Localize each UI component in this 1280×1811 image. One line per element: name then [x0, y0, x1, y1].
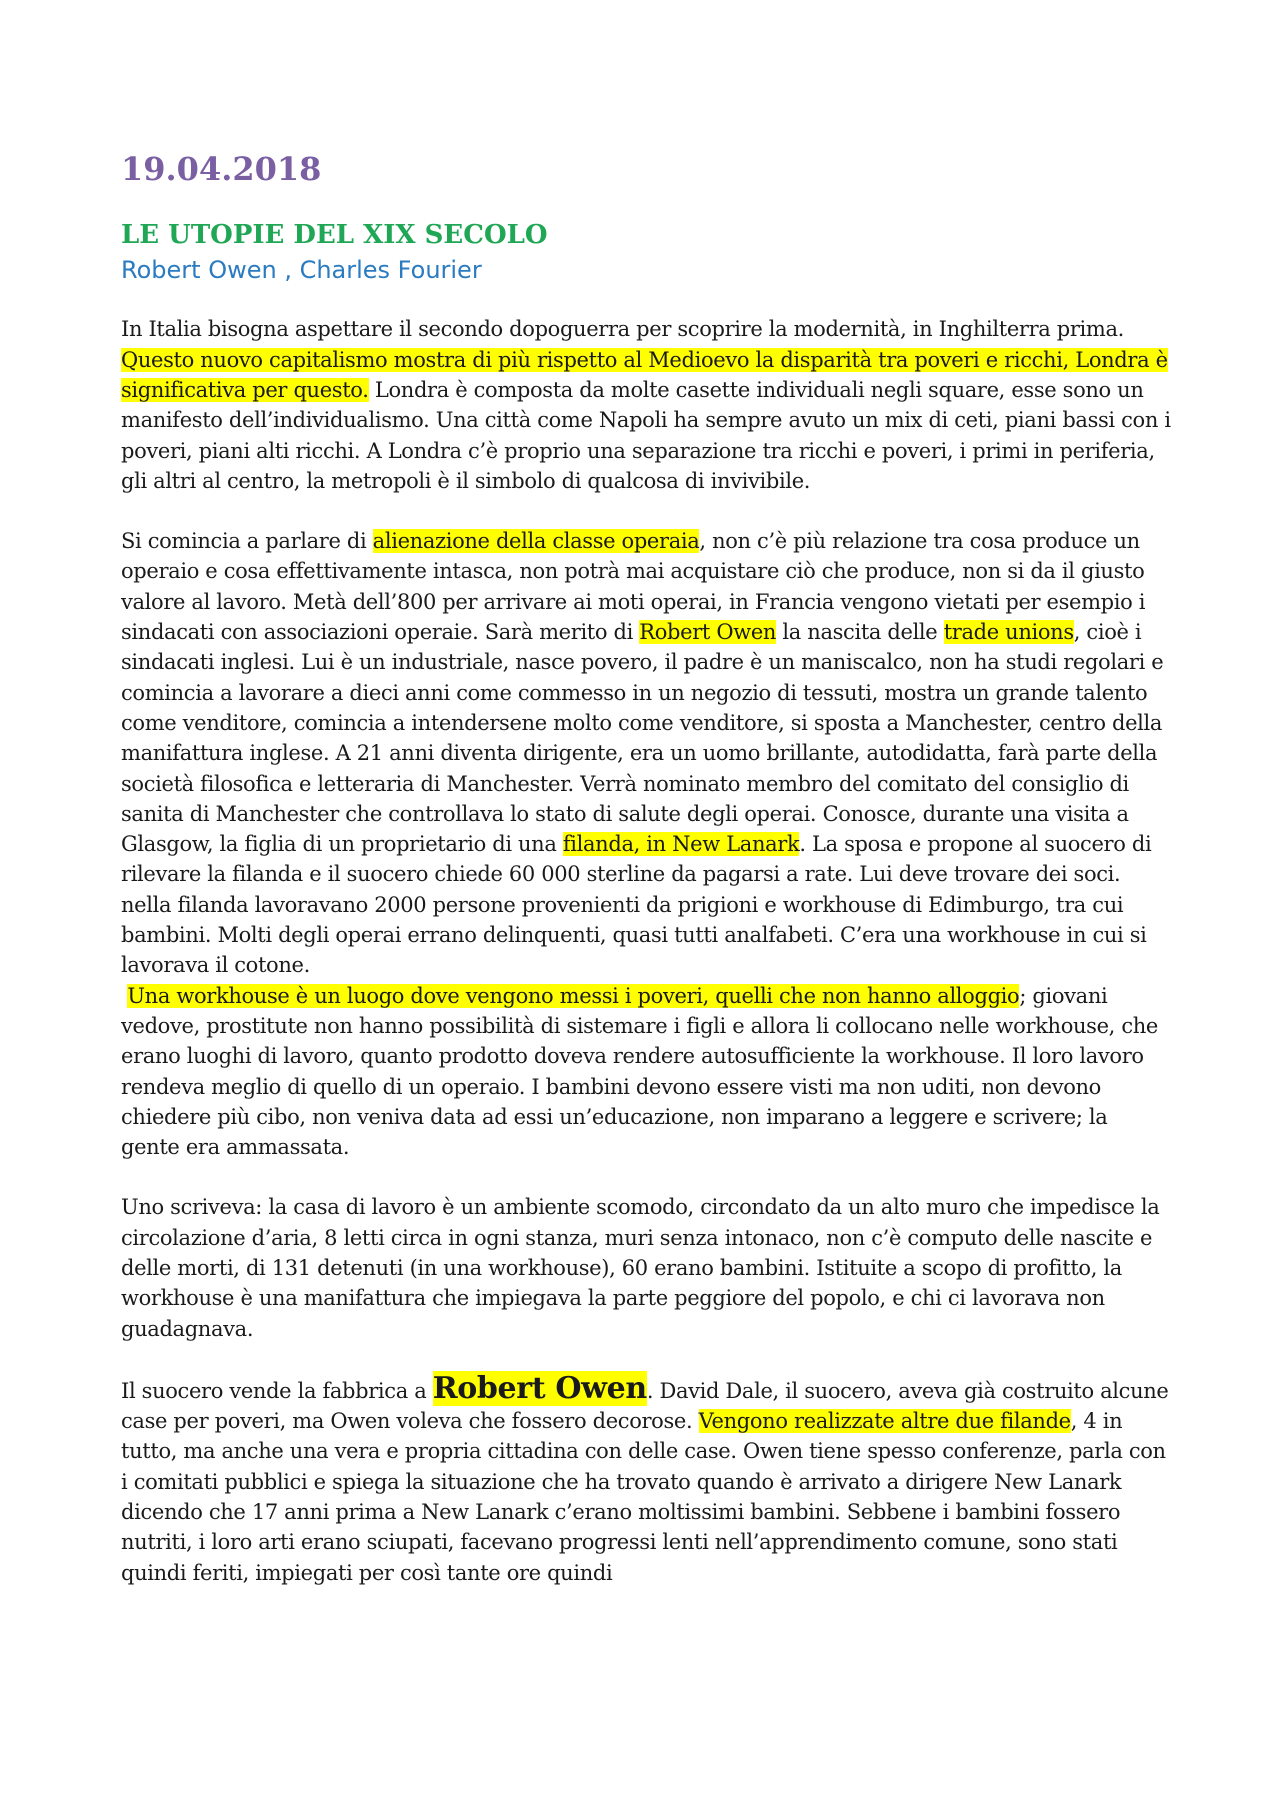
document-date: 19.04.2018 — [121, 150, 322, 188]
text-run: Londra è composta da molte casette individuali negli square, esse sono un manifesto dell’individualismo. Una città come Napoli ha sempre avuto un mix di ceti, piani bassi con i poveri, piani alti ricchi. A Londra c’è proprio una separazione tra ricchi e poveri, i primi in periferia, gli altri al centro, la metropoli è il simbolo di qualcosa di invivibile. — [121, 377, 1171, 493]
text-run: In Italia bisogna aspettare il secondo dopoguerra per scoprire la modernità, in Inghilterra prima. — [121, 317, 1124, 342]
highlighted-text: Robert Owen — [639, 620, 777, 645]
text-run: , 4 in tutto, ma anche una vera e propria cittadina con delle case. Owen tiene spesso conferenze, parla con i comitati pubblici e spiega la situazione che ha trovato quando è arrivato a dirigere New Lanark dicendo che 17 anni prima a New Lanark c’erano moltissimi bambini. Sebbene i bambini fossero nutriti, i loro arti erano sciupati, facevano progressi lenti nell’apprendimento comune, sono stati quindi feriti, impiegati per così tante ore quindi — [121, 1409, 1166, 1585]
highlighted-text: trade unions — [943, 620, 1074, 645]
text-run: Si comincia a parlare di — [121, 529, 373, 554]
text-run: Uno scriveva: la casa di lavoro è un ambiente scomodo, circondato da un alto muro che impedisce la circolazione d’aria, 8 letti circa in ogni stanza, muri senza intonaco, non c’è computo delle nascite e delle morti, di 131 detenuti (in una workhouse), 60 erano bambini. Istituite a scopo di profitto, la workhouse è una manifattura che impiegava la parte peggiore del popolo, e chi ci lavorava non guadagnava. — [121, 1195, 1160, 1341]
document-title: LE UTOPIE DEL XIX SECOLO — [121, 220, 548, 251]
highlighted-text: filanda, in New Lanark — [562, 832, 800, 857]
document-subtitle: Robert Owen , Charles Fourier — [121, 255, 482, 284]
paragraph-1 — [121, 314, 1171, 496]
document-page — [121, 150, 1171, 1618]
text-run: la nascita delle — [776, 620, 944, 645]
highlighted-name-large: Robert Owen — [432, 1370, 647, 1406]
highlighted-text: alienazione della classe operaia — [372, 529, 700, 554]
paragraph-2 — [121, 526, 1171, 980]
highlighted-text: Questo nuovo capitalismo mostra di più rispetto al Medioevo la disparità tra poveri e ricchi, Londra è significativa per questo. — [121, 347, 1168, 402]
text-run: ; giovani vedove, prostitute non hanno possibilità di sistemare i figli e allora li collocano nelle workhouse, che erano luoghi di lavoro, quanto prodotto doveva rendere autosufficiente la workhouse. Il loro lavoro rendeva meglio di quello di un operaio. I bambini devono essere visti ma non uditi, non devono chiedere più cibo, non veniva data ad essi un’educazione, non imparano a leggere e scrivere; la gente era ammassata. — [121, 983, 1159, 1160]
text-run: Il suocero vende la fabbrica a — [121, 1378, 433, 1403]
paragraph-5 — [121, 1370, 1171, 1588]
text-run: . David Dale, il suocero, aveva già costruito alcune case per poveri, ma Owen voleva che fossero decorose. — [121, 1378, 1169, 1434]
text-run: . La sposa e propone al suocero di rilevare la filanda e il suocero chiede 60 000 sterline da pagarsi a rate. Lui deve trovare dei soci. nella filanda lavoravano 2000 persone provenienti da prigioni e workhouse di Edimburgo, tra cui bambini. Molti degli operai errano delinquenti, quasi tutti analfabeti. C’era una workhouse in cui si lavorava il cotone. — [121, 832, 1152, 978]
text-run: , non c’è più relazione tra cosa produce un operaio e cosa effettivamente intasca, non potrà mai acquistare ciò che produce, non si da il giusto valore al lavoro. Metà dell’800 per arrivare ai moti operai, in Francia vengono vietati per esempio i sindacati con associazioni operaie. Sarà merito di — [121, 529, 1146, 645]
paragraph-4 — [121, 1192, 1171, 1343]
text-run: , cioè i sindacati inglesi. Lui è un industriale, nasce povero, il padre è un maniscalco, non ha studi regolari e comincia a lavorare a dieci anni come commesso in un negozio di tessuti, mostra un grande talento come venditore, comincia a intendersene molto come venditore, si sposta a Manchester, centro della manifattura inglese. A 21 anni diventa dirigente, era un uomo brillante, autodidatta, farà parte della società filosofica e letteraria di Manchester. Verrà nominato membro del comitato del consiglio di sanita di Manchester che controllava lo stato di salute degli operai. Conosce, durante una visita a Glasgow, la figlia di un proprietario di una — [121, 620, 1164, 857]
highlighted-text: Vengono realizzate altre due filande — [698, 1409, 1071, 1434]
paragraph-3 — [121, 981, 1171, 1163]
highlighted-text: Una workhouse è un luogo dove vengono messi i poveri, quelli che non hanno alloggio — [127, 983, 1020, 1008]
